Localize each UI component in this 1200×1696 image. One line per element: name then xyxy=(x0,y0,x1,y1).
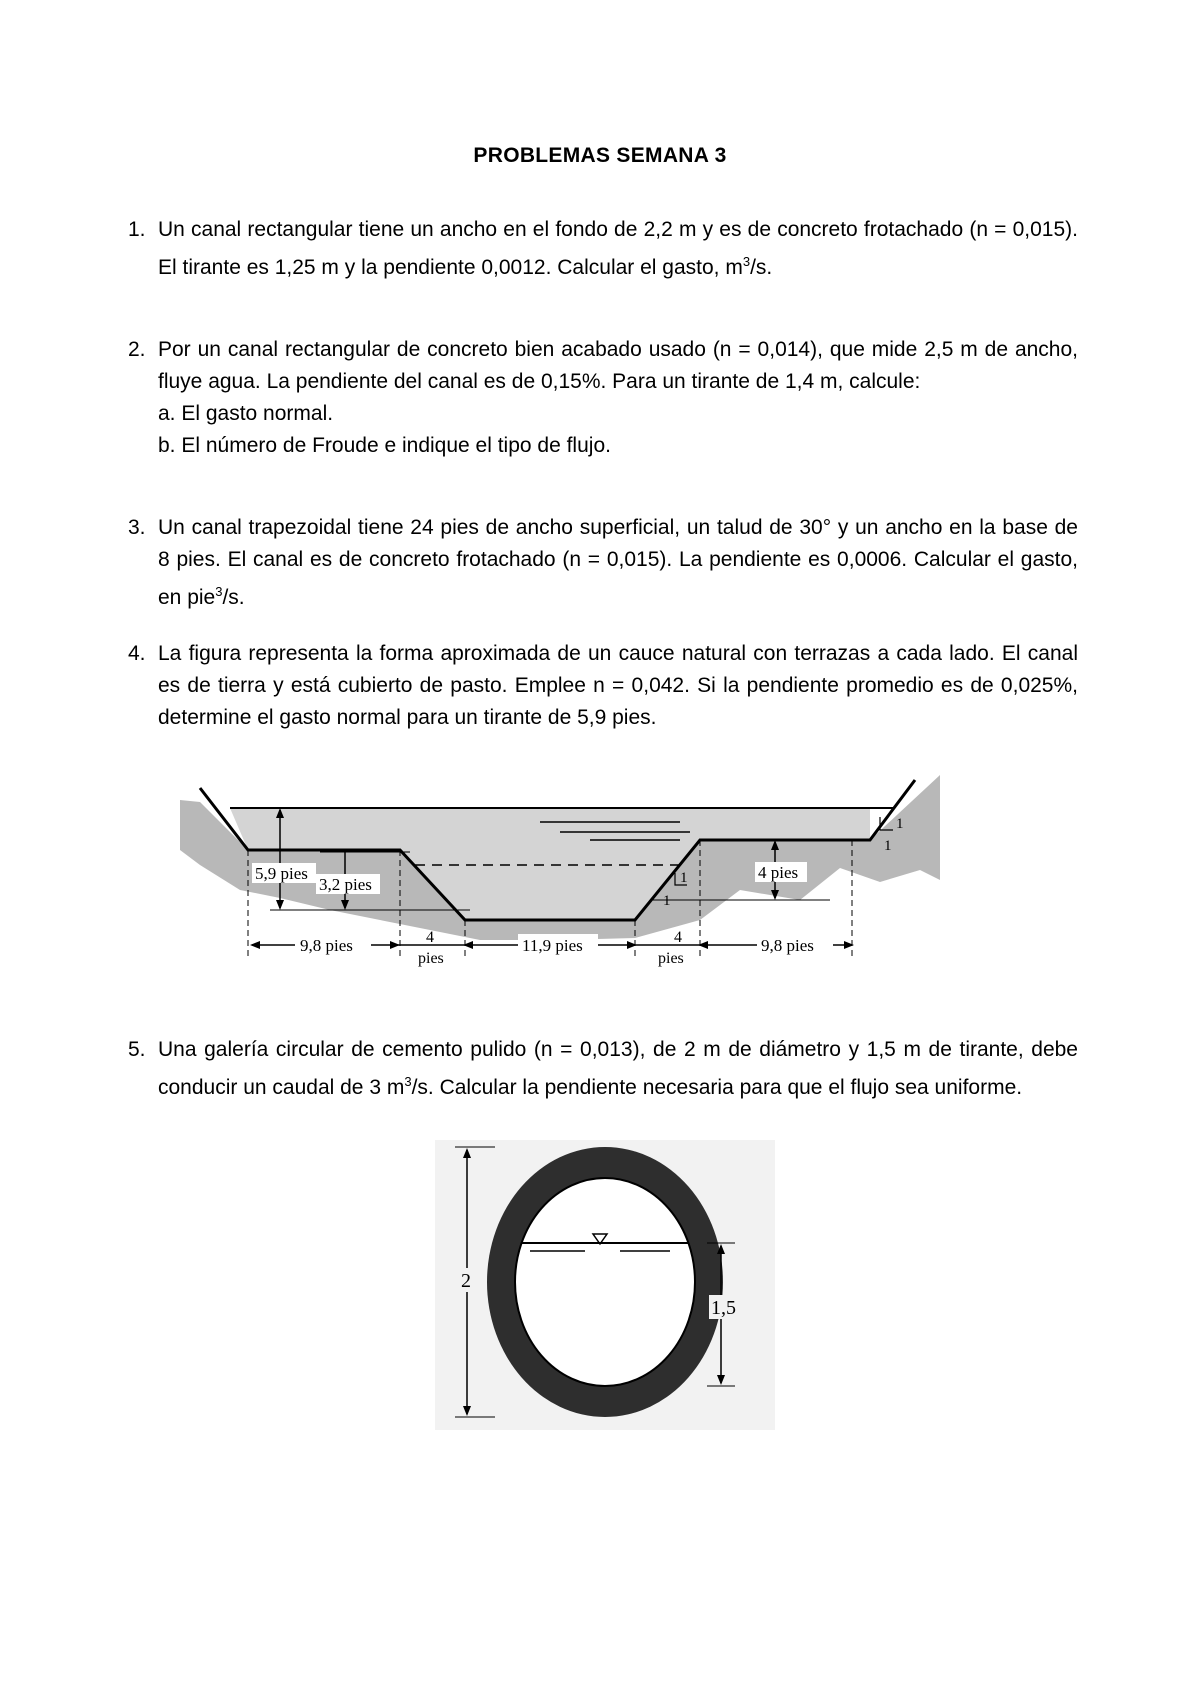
right-terrace-label: 9,8 pies xyxy=(761,936,814,955)
left-slope-unit: pies xyxy=(418,950,444,967)
problem-text: Por un canal rectangular de concreto bien acabado usado (n = 0,014), que mide 2,5 m de ancho, fluye agua. La pendiente del canal es de 0,15%. Para un tirante de 1,4 m, calcule: xyxy=(158,338,1078,393)
right-step-label: 4 pies xyxy=(758,863,799,882)
problem-number: 5. xyxy=(128,1038,146,1061)
step-label: 3,2 pies xyxy=(319,875,372,894)
depth-label: 5,9 pies xyxy=(255,864,308,883)
circular-conduit-figure xyxy=(435,1140,775,1430)
problem-text-part: /s. xyxy=(222,586,245,609)
conduit-inner-bore xyxy=(515,1178,695,1386)
problem-text: La figura representa la forma aproximada de un cauce natural con terrazas a cada lado. El canal es de tierra y está cubierto de pasto. Emplee n = 0,042. Si la pendiente promedio es de 0,025%, determine el gasto normal para un tirante de 5,9 pies. xyxy=(158,642,1078,729)
problem-5 xyxy=(128,1034,1078,1104)
superscript: 3 xyxy=(404,1074,412,1089)
superscript: 3 xyxy=(215,584,223,599)
slope-ratio-label: 1 xyxy=(896,816,904,832)
problem-text xyxy=(158,1034,1078,1104)
problem-number: 1. xyxy=(128,218,146,241)
superscript: 3 xyxy=(742,254,751,269)
arrow-right-icon xyxy=(390,941,400,949)
arrow-left-icon xyxy=(250,941,260,949)
arrow-down-icon xyxy=(276,900,284,910)
depth-label: 1,5 xyxy=(711,1297,736,1319)
subitem-b: b. El número de Froude e indique el tipo de flujo. xyxy=(158,434,611,457)
problem-1 xyxy=(128,214,1078,284)
slope-ratio-label: 1 xyxy=(884,838,892,854)
page-title: PROBLEMAS SEMANA 3 xyxy=(473,144,727,167)
problem-2 xyxy=(128,334,1078,462)
left-terrace-label: 9,8 pies xyxy=(300,936,353,955)
problem-text xyxy=(158,214,1078,284)
channel-diagram xyxy=(180,770,1010,990)
problem-text-part: Un canal trapezoidal tiene 24 pies de ancho superficial, un talud de 30° y un ancho en la base de 8 pies. El canal es de concreto frotachado (n = 0,015). La pendiente es 0,0006. Calcular el gasto, en pie xyxy=(158,516,1078,609)
problem-number: 4. xyxy=(128,642,146,665)
problem-number: 3. xyxy=(128,516,146,539)
problem-text-part: Una galería circular de cemento pulido (n = 0,013), de 2 m de diámetro y 1,5 m de tirante, debe conducir un caudal de 3 m xyxy=(158,1038,1078,1099)
problem-text-part: /s. Calcular la pendiente necesaria para que el flujo sea uniforme. xyxy=(411,1076,1023,1099)
conduit-diagram xyxy=(435,1140,775,1430)
problem-text xyxy=(158,512,1078,614)
problem-number: 2. xyxy=(128,338,146,361)
left-slope-label: 4 xyxy=(426,929,434,946)
problem-4 xyxy=(128,638,1078,734)
bottom-width-label: 11,9 pies xyxy=(522,936,583,955)
right-slope-unit: pies xyxy=(658,950,684,967)
slope-ratio-label: 1 xyxy=(680,870,688,886)
diameter-label: 2 xyxy=(461,1270,471,1292)
subitem-a: a. El gasto normal. xyxy=(158,402,334,425)
channel-cross-section-figure xyxy=(180,770,1010,990)
problem-text-part: Un canal rectangular tiene un ancho en el fondo de 2,2 m y es de concreto frotachado (n = 0,015). El tirante es 1,25 m y la pendiente 0,0012. Calcular el gasto, m xyxy=(158,218,1078,279)
right-slope-label: 4 xyxy=(674,929,682,946)
problem-text-part: /s. xyxy=(750,256,773,279)
problem-3 xyxy=(128,512,1078,614)
slope-ratio-label: 1 xyxy=(663,893,671,909)
